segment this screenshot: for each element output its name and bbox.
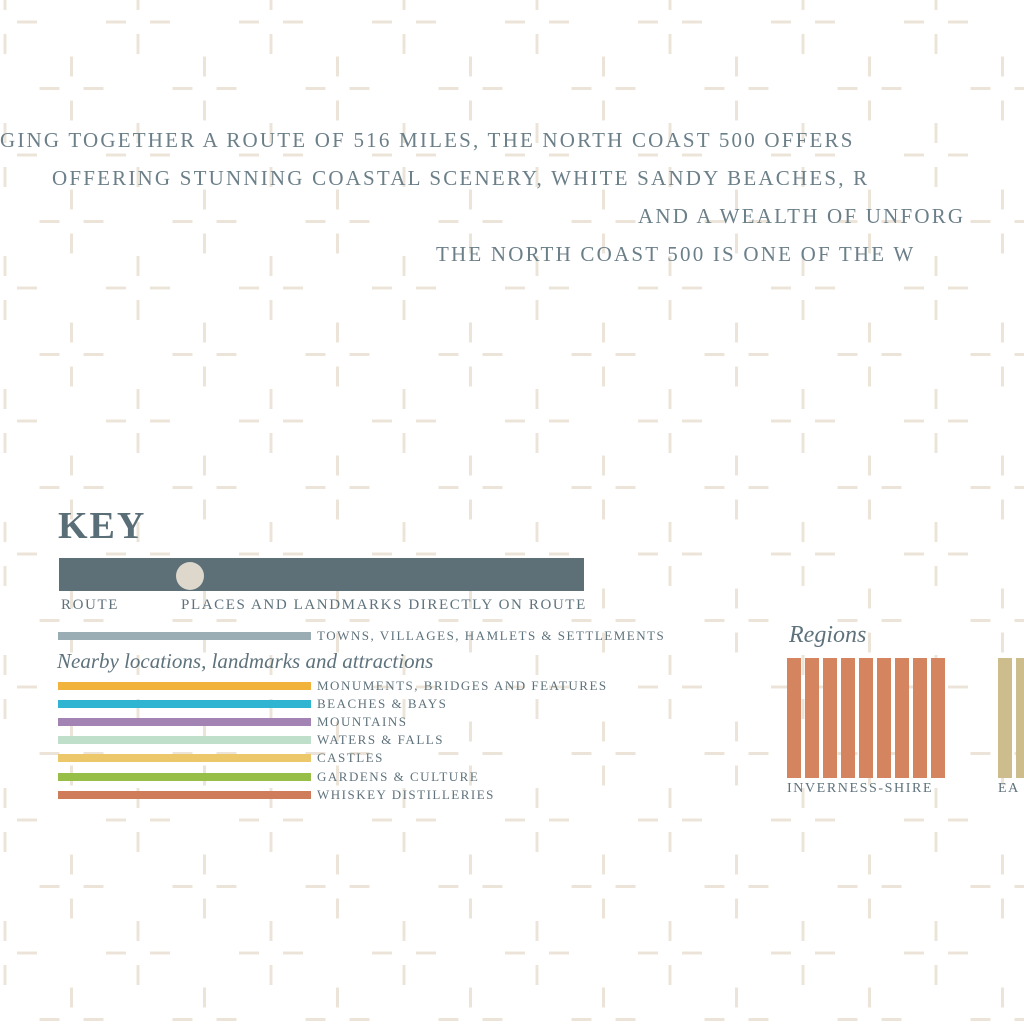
region-stripe <box>998 658 1012 778</box>
region-stripe <box>913 658 927 778</box>
region-stripe <box>823 658 837 778</box>
legend-swatch-castles <box>58 754 311 762</box>
region-swatch-ea <box>998 658 1024 778</box>
region-stripe <box>931 658 945 778</box>
landmark-dot-swatch <box>176 562 204 590</box>
legend-label-monuments: MONUMENTS, BRIDGES AND FEATURES <box>317 678 608 693</box>
legend-swatch-distilleries <box>58 791 311 799</box>
intro-line-4: THE NORTH COAST 500 IS ONE OF THE W <box>436 242 916 266</box>
region-swatch-inverness-shire <box>787 658 945 778</box>
legend-label-castles: CASTLES <box>317 750 384 765</box>
legend-label-gardens: GARDENS & CULTURE <box>317 769 480 784</box>
region-label-ea: EA <box>998 781 1020 796</box>
region-label-inverness-shire: INVERNESS-SHIRE <box>787 781 934 796</box>
legend-label-beaches: BEACHES & BAYS <box>317 696 448 711</box>
regions-heading: Regions <box>789 622 867 648</box>
region-stripe <box>805 658 819 778</box>
towns-label: TOWNS, VILLAGES, HAMLETS & SETTLEMENTS <box>317 628 666 643</box>
legend-swatch-waters <box>58 736 311 744</box>
key-title: KEY <box>58 505 147 547</box>
intro-line-3: AND A WEALTH OF UNFORG <box>638 204 966 228</box>
legend-swatch-monuments <box>58 682 311 690</box>
region-stripe <box>895 658 909 778</box>
route-swatch <box>59 558 584 591</box>
region-stripe <box>787 658 801 778</box>
legend-swatch-mountains <box>58 718 311 726</box>
region-stripe <box>859 658 873 778</box>
nearby-heading: Nearby locations, landmarks and attractions <box>57 649 434 673</box>
region-stripe <box>877 658 891 778</box>
region-stripe <box>1016 658 1024 778</box>
legend-label-waters: WATERS & FALLS <box>317 732 444 747</box>
places-on-route-label: PLACES AND LANDMARKS DIRECTLY ON ROUTE <box>181 597 587 613</box>
intro-line-2: OFFERING STUNNING COASTAL SCENERY, WHITE SANDY BEACHES, R <box>52 166 870 190</box>
legend-label-distilleries: WHISKEY DISTILLERIES <box>317 787 495 802</box>
legend-swatch-beaches <box>58 700 311 708</box>
legend-label-mountains: MOUNTAINS <box>317 714 408 729</box>
intro-line-1: GING TOGETHER A ROUTE OF 516 MILES, THE NORTH COAST 500 OFFERS <box>0 128 855 152</box>
towns-swatch <box>58 632 311 640</box>
legend-swatch-gardens <box>58 773 311 781</box>
route-label: ROUTE <box>61 597 119 613</box>
region-stripe <box>841 658 855 778</box>
